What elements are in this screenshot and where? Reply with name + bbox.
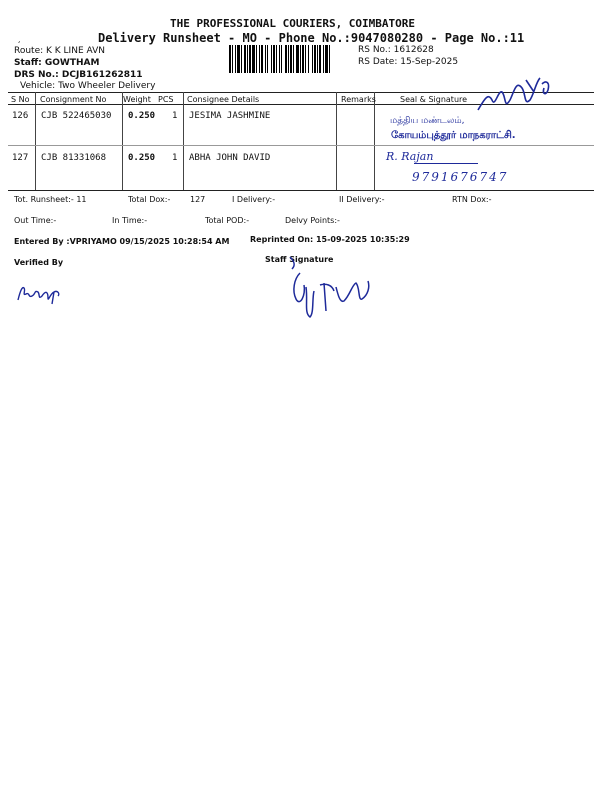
row-consignment: CJB 522465030	[41, 111, 112, 121]
row-consignee: ABHA JOHN DAVID	[189, 153, 271, 163]
in-time: In Time:-	[112, 216, 148, 225]
seal-signature	[470, 70, 560, 120]
route-text: Route: K K LINE AVN	[14, 46, 105, 56]
out-time: Out Time:-	[14, 216, 57, 225]
total-pod: Total POD:-	[205, 216, 250, 225]
row-sno: 127	[12, 153, 29, 163]
delvy-points: Delvy Points:-	[285, 216, 340, 225]
row-weight: 0.250	[128, 153, 156, 163]
table-divider	[35, 92, 36, 190]
reprinted-on: Reprinted On: 15-09-2025 10:35:29	[250, 235, 410, 244]
table-divider	[122, 92, 123, 190]
staff-signature-label: Staff Signature	[265, 255, 334, 264]
table-divider	[183, 92, 184, 190]
row-consignee: JESIMA JASHMINE	[189, 111, 271, 121]
staff-signature	[280, 255, 380, 325]
col-header-sno: S No	[11, 95, 30, 104]
col-header-weight: Weight	[123, 95, 151, 104]
entered-by: Entered By :VPRIYAMO 09/15/2025 10:28:54 AM	[14, 237, 230, 246]
row-pcs: 1	[172, 111, 178, 121]
company-title: THE PROFESSIONAL COURIERS, COIMBATORE	[170, 17, 416, 30]
handwriting-underline	[414, 163, 478, 164]
col-header-seal: Seal & Signature	[400, 95, 468, 104]
table-bottom-rule	[8, 190, 594, 191]
rs-number: RS No.: 1612628	[358, 45, 434, 55]
seal-stamp-line2: கோயம்புத்தூர் மாநகராட்சி.	[391, 130, 516, 141]
col-header-remarks: Remarks	[341, 95, 376, 104]
barcode	[229, 45, 356, 73]
total-dox-value: 127	[190, 195, 206, 204]
row-weight: 0.250	[128, 111, 156, 121]
i-delivery: I Delivery:-	[232, 195, 276, 204]
verified-by: Verified By	[14, 258, 64, 267]
row-pcs: 1	[172, 153, 178, 163]
rs-date: RS Date: 15-Sep-2025	[358, 57, 459, 67]
drs-number: DRS No.: DCJB161262811	[14, 70, 143, 80]
verifier-signature	[14, 278, 74, 308]
row-sno: 126	[12, 111, 29, 121]
ii-delivery: II Delivery:-	[339, 195, 385, 204]
staff-text: Staff: GOWTHAM	[14, 58, 100, 68]
row2-handwritten-phone: 9791676747	[412, 170, 509, 184]
total-dox-label: Total Dox:-	[128, 195, 171, 204]
vehicle-text: Vehicle: Two Wheeler Delivery	[20, 81, 156, 91]
col-header-pcs: PCS	[158, 95, 174, 104]
col-header-consignee: Consignee Details	[187, 95, 260, 104]
tot-runsheet: Tot. Runsheet:- 11	[14, 195, 87, 204]
seal-stamp-line1: மத்திய மண்டலம்,	[390, 116, 465, 126]
col-header-consignment: Consignment No	[40, 95, 107, 104]
table-divider	[336, 92, 337, 190]
rtn-dox: RTN Dox:-	[452, 195, 492, 204]
row2-handwritten-name: R. Rajan	[386, 150, 434, 163]
row-consignment: CJB 81331068	[41, 153, 107, 163]
table-divider	[374, 92, 375, 190]
runsheet-subtitle: Delivery Runsheet - MO - Phone No.:9047080280 - Page No.:11	[98, 31, 525, 45]
corner-mark: ¸	[17, 34, 21, 43]
row-divider	[8, 145, 594, 146]
